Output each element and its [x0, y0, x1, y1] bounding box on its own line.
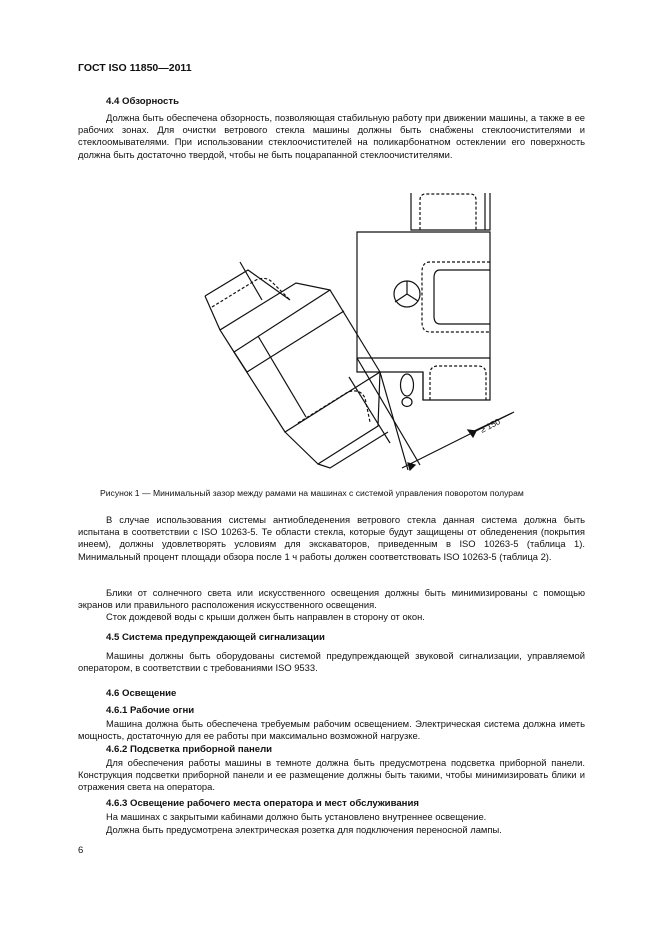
- document-header: ГОСТ ISO 11850—2011: [78, 62, 192, 74]
- paragraph-visibility: Должна быть обеспечена обзорность, позволяющая стабильную работу при движении машины, а также в ее рабочих зонах. Для очистки ветрового стекла машины должны быть снабжены стеклоочистителями и стеклоомывателями. При использовании стеклоочистителей на поликарбонатном остеклении его поверхность должна быть достаточно твердой, чтобы не быть поцарапанной стеклоочистителями.: [78, 112, 585, 160]
- section-heading-4-6-1: 4.6.1 Рабочие огни: [106, 705, 195, 716]
- section-heading-4-4: 4.4 Обзорность: [106, 96, 179, 107]
- paragraph-glare: Блики от солнечного света или искусственного освещения должны быть минимизированы с помощью экранов или правильного расположения искусственного освещения.: [78, 587, 585, 611]
- section-heading-4-5: 4.5 Система предупреждающей сигнализации: [106, 632, 325, 643]
- paragraph-warning-signal: Машины должны быть оборудованы системой предупреждающей звуковой сигнализации, управляемой оператором, в соответствии с требованиями ISO 9533.: [78, 650, 585, 674]
- paragraph-work-lights: Машина должна быть обеспечена требуемым рабочим освещением. Электрическая система должна иметь мощность, достаточную для ее работы при максимально возможной нагрузке.: [78, 718, 585, 742]
- clearance-line-right: [357, 358, 420, 465]
- operator-foot-icon: [401, 374, 414, 396]
- paragraph-cab-lighting: На машинах с закрытыми кабинами должно быть установлено внутреннее освещение.: [106, 811, 487, 822]
- paragraph-panel-lighting: Для обеспечения работы машины в темноте должна быть предусмотрена подсветка приборной панели. Конструкция подсветки приборной панели и ее размещение должны быть такими, чтобы минимизировать блики и отражения света на оператора.: [78, 757, 585, 793]
- paragraph-rainwater: Сток дождевой воды с крыши должен быть направлен в сторону от окон.: [106, 611, 425, 622]
- paragraph-deicing: В случае использования системы антиобледенения ветрового стекла данная система должна быть испытана в соответствии с ISO 10263-5. Те области стекла, которые будут защищены от обледенения (покрытия инеем), должны удовлетворять условиям для экскаваторов, приведенным в ISO 10263-5 (таблица 1). Минимальный процент площади обзора после 1 ч работы должен соответствовать ISO 10263-5 (таблица 2).: [78, 514, 585, 562]
- right-frame-upper-pillar: [411, 193, 490, 230]
- section-heading-4-6-3: 4.6.3 Освещение рабочего места оператора и мест обслуживания: [106, 798, 419, 809]
- paragraph-socket: Должна быть предусмотрена электрическая розетка для подключения переносной лампы.: [106, 824, 502, 835]
- section-heading-4-6: 4.6 Освещение: [106, 688, 177, 699]
- figure-frame-clearance: [180, 188, 530, 480]
- figure-caption: Рисунок 1 — Минимальный зазор между рамами на машинах с системой управления поворотом полурам: [100, 488, 524, 498]
- section-heading-4-6-2: 4.6.2 Подсветка приборной панели: [106, 744, 273, 755]
- right-frame-body: [357, 232, 490, 358]
- left-frame-lower-cylinder: [285, 372, 380, 464]
- page-number: 6: [78, 845, 84, 856]
- dimension-label: ≥ 150: [478, 416, 502, 435]
